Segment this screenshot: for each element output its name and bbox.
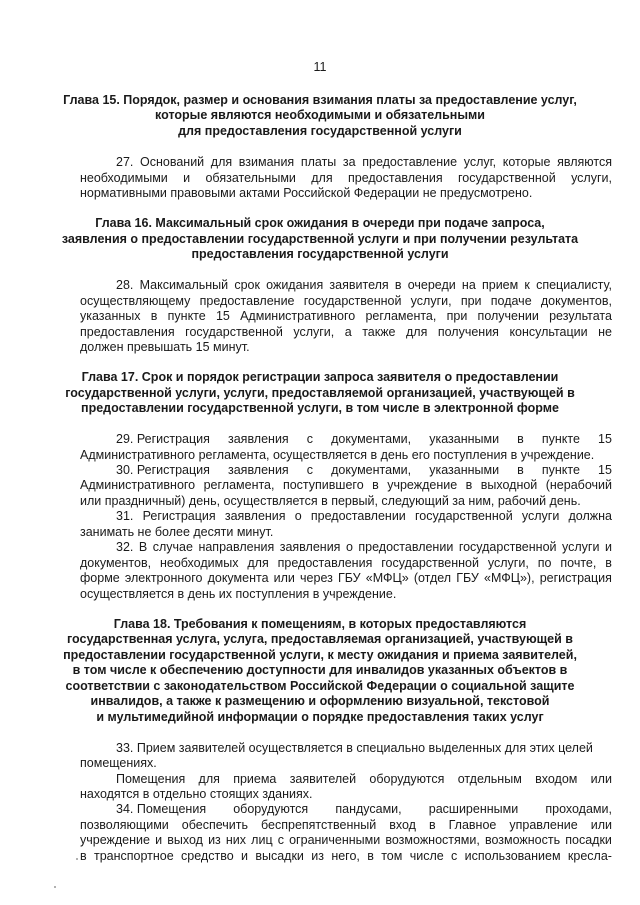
word: пункте — [541, 463, 580, 477]
word: для — [247, 556, 269, 570]
word: результата — [549, 309, 612, 323]
chapter-18-heading-line-5: соответствии с законодательством Российской Федерации о социальной защите — [65, 679, 575, 693]
word: в — [80, 849, 87, 863]
scan-speck — [54, 886, 56, 888]
word: указанными — [429, 432, 500, 446]
word: входом — [535, 772, 578, 786]
word: государственной — [414, 509, 513, 523]
word: Оснований — [140, 155, 205, 169]
word: «МФЦ»), — [484, 571, 535, 585]
word: и — [155, 833, 163, 847]
word: ГБУ — [456, 571, 479, 585]
paragraph-33-line-2: помещениях. — [80, 756, 157, 770]
word: Помещения — [116, 772, 186, 786]
word: оборудуются — [233, 802, 309, 816]
word: из — [311, 849, 324, 863]
word: за — [342, 155, 356, 169]
word: 15 — [598, 463, 612, 477]
word: услуг, — [463, 155, 497, 169]
chapter-18-heading-line-6: инвалидов, а также к размещению и оформлению визуальной, текстовой — [90, 694, 550, 708]
word: при — [446, 309, 468, 323]
word: беспрепятственный — [261, 818, 377, 832]
word: не — [598, 325, 612, 339]
word: осуществляющему — [80, 294, 191, 308]
paragraph-28-line-1 — [116, 278, 612, 293]
word: регламента, — [203, 478, 275, 492]
paragraph-32-line-3 — [80, 571, 612, 586]
paragraph-27-line-1 — [116, 155, 612, 170]
paragraph-33-line-4: находятся в отдельно стоящих зданиях. — [80, 787, 313, 801]
paragraph-27-line-2 — [80, 171, 612, 186]
word: для — [406, 325, 428, 339]
word: учреждение — [80, 833, 150, 847]
word: по — [537, 556, 552, 570]
paragraph-30-line-3: или праздничный) день, осуществляется в первый, следующий за ним, рабочий день. — [80, 494, 581, 508]
word: государственной — [303, 294, 402, 308]
word: документами, — [331, 463, 412, 477]
word: регламента, — [365, 309, 437, 323]
page-number: 11 — [313, 60, 327, 74]
paragraph-31-line-2: занимать не более десяти минут. — [80, 525, 274, 539]
scan-speck — [76, 858, 78, 860]
word: 31. — [116, 509, 134, 523]
chapter-17-heading-line-1: Глава 17. Срок и порядок регистрации запроса заявителя о предоставлении — [81, 370, 559, 384]
word: «МФЦ» — [365, 571, 409, 585]
word: выход — [167, 833, 203, 847]
chapter-15-heading-line-1: Глава 15. Порядок, размер и основания взимания платы за предоставление услуг, — [63, 93, 577, 107]
word: для — [210, 155, 233, 169]
paragraph-33-line-1: 33. Прием заявителей осуществляется в специально выделенных для этих целей — [116, 741, 593, 755]
chapter-18-heading-line-2: государственная услуга, услуга, предоставляемая организацией, участвующей в — [67, 632, 573, 646]
paragraph-28-line-5: должен превышать 15 минут. — [80, 340, 250, 354]
word: которые — [502, 155, 551, 169]
word: управление — [509, 818, 578, 832]
word: услуги, — [487, 556, 529, 570]
word: предоставлении — [358, 540, 454, 554]
word: него, — [331, 849, 360, 863]
word: указанными — [429, 463, 500, 477]
word: государственной — [381, 556, 479, 570]
word: на — [461, 278, 476, 292]
word: в — [372, 478, 379, 492]
word: из — [208, 833, 221, 847]
paragraph-32-line-2 — [80, 556, 612, 571]
word: вход — [389, 818, 416, 832]
chapter-17-heading-line-2: государственной услуги, услуги, предоставляемой организацией, участвующей в — [65, 386, 575, 400]
paragraph-32-line-1 — [116, 540, 612, 555]
word: 29. Регистрация — [116, 432, 210, 446]
word: очереди — [407, 278, 456, 292]
word: (нерабочий — [545, 478, 612, 492]
word: направления — [198, 540, 275, 554]
paragraph-30-line-1 — [116, 463, 612, 478]
word: 15 — [598, 432, 612, 446]
word: с — [306, 432, 314, 446]
word: Административного — [80, 478, 196, 492]
word: с — [451, 849, 458, 863]
word: использованием — [464, 849, 561, 863]
word: пункте — [541, 432, 580, 446]
paragraph-34-line-3 — [80, 833, 612, 848]
word: в — [605, 556, 612, 570]
word: документов, — [540, 294, 612, 308]
word: заявления — [228, 463, 289, 477]
word: платы — [300, 155, 337, 169]
word: или — [590, 818, 612, 832]
word: 27. — [116, 155, 134, 169]
word: возможностями, — [385, 833, 480, 847]
word: заявителей — [289, 772, 357, 786]
paragraph-29-line-2: Административного регламента, осуществляется в день его поступления в учреждение. — [80, 448, 595, 462]
word: предоставление — [362, 155, 458, 169]
word: Главное — [448, 818, 497, 832]
chapter-15-heading-line-3: для предоставления государственной услуги — [178, 124, 462, 138]
word: 28. — [116, 278, 134, 292]
word: случае — [152, 540, 193, 554]
word: в — [428, 818, 436, 832]
word: услуги — [521, 509, 560, 523]
word: взимания — [238, 155, 295, 169]
word: указанных — [80, 309, 141, 323]
word: услуги — [562, 540, 600, 554]
chapter-17-heading-line-3: предоставлении государственной услуги, в том числе в электронной форме — [81, 401, 559, 415]
word: государственной — [458, 171, 556, 185]
word: ГБУ — [338, 571, 361, 585]
word: и — [183, 171, 191, 185]
word: ограниченными — [289, 833, 381, 847]
word: необходимыми — [80, 171, 168, 185]
paragraph-32-line-4: осуществляется в день их поступления в учреждение. — [80, 587, 397, 601]
word: них — [225, 833, 247, 847]
word: числе — [409, 849, 444, 863]
paragraph-28-line-2 — [80, 294, 612, 309]
chapter-15-heading-line-2: которые являются необходимыми и обязательными — [155, 108, 485, 122]
word: обязательными — [205, 171, 296, 185]
paragraph-29-line-1 — [116, 432, 612, 447]
word: возможность — [484, 833, 561, 847]
word: ожидания — [266, 278, 324, 292]
word: документов, — [80, 556, 152, 570]
word: а — [344, 325, 352, 339]
word: к — [524, 278, 530, 292]
word: при — [460, 294, 482, 308]
word: и — [241, 849, 248, 863]
word: 32. — [116, 540, 134, 554]
word: предоставления — [277, 556, 373, 570]
word: 34. Помещения — [116, 802, 207, 816]
word: позволяющими — [80, 818, 169, 832]
word: государственной — [185, 325, 283, 339]
word: в — [517, 463, 524, 477]
word: с — [306, 463, 314, 477]
word: или — [273, 571, 295, 585]
word: высадки — [255, 849, 304, 863]
word: в — [465, 478, 473, 492]
word: получения — [437, 325, 499, 339]
word: консультации — [509, 325, 588, 339]
word: заявления — [279, 540, 341, 554]
word: расширенными — [428, 802, 519, 816]
chapter-18-heading-line-3: предоставлении государственной услуги, к месту ожидания и приема заявителей, — [63, 648, 577, 662]
word: 30. Регистрация — [116, 463, 210, 477]
chapter-18-heading-line-1: Глава 18. Требования к помещениям, в которых предоставляются — [113, 617, 527, 631]
word: услуги, — [293, 325, 335, 339]
word: срок — [234, 278, 260, 292]
word: предоставление — [199, 294, 295, 308]
word: документа — [207, 571, 269, 585]
word: выходной — [480, 478, 538, 492]
word: Регистрация — [142, 509, 216, 523]
word: в — [394, 278, 402, 292]
paragraph-34-line-2 — [80, 818, 612, 833]
word: том — [381, 849, 403, 863]
chapter-18-heading-line-4: в том числе к обеспечению доступности для инвалидов указанных объектов в — [72, 663, 568, 677]
word: пандусами, — [335, 802, 402, 816]
paragraph-28-line-4 — [80, 325, 612, 340]
paragraph-30-line-2 — [80, 478, 612, 493]
word: лиц — [251, 833, 273, 847]
word: должна — [568, 509, 612, 523]
word: в — [150, 309, 158, 323]
word: проходами, — [545, 802, 612, 816]
word: в — [517, 432, 524, 446]
word: необходимых — [160, 556, 239, 570]
chapter-16-heading-line-3: предоставления государственной услуги — [191, 247, 449, 261]
word: услуги, — [571, 171, 612, 185]
word: предоставления — [347, 171, 443, 185]
word: средство — [181, 849, 234, 863]
word: пункте — [167, 309, 206, 323]
word: услуги, — [410, 294, 452, 308]
word: государственной — [458, 540, 557, 554]
word: заявителя — [329, 278, 389, 292]
word: или — [590, 772, 612, 786]
paragraph-34-line-1 — [116, 802, 612, 817]
word: транспортное — [93, 849, 174, 863]
word: получении — [477, 309, 539, 323]
word: учреждение — [387, 478, 458, 492]
paragraph-31-line-1 — [116, 509, 612, 524]
word: кресла- — [567, 849, 612, 863]
word: специалисту, — [536, 278, 612, 292]
paragraph-27-line-3: нормативными правовыми актами Российской Федерации не предусмотрено. — [80, 186, 533, 200]
word: поступившего — [282, 478, 364, 492]
word: Максимальный — [139, 278, 229, 292]
word: посадки — [565, 833, 612, 847]
word: о — [345, 540, 353, 554]
word: электронного — [124, 571, 203, 585]
word: являются — [557, 155, 612, 169]
word: 15 — [215, 309, 230, 323]
word: также — [362, 325, 396, 339]
word: В — [138, 540, 148, 554]
word: подаче — [490, 294, 532, 308]
word: документами, — [331, 432, 412, 446]
word: с — [277, 833, 284, 847]
chapter-16-heading-line-1: Глава 16. Максимальный срок ожидания в очереди при подаче запроса, — [95, 216, 545, 230]
paragraph-33-line-3 — [116, 772, 612, 787]
chapter-18-heading-line-7: и мультимедийной информации о порядке предоставления таких услуг — [96, 710, 544, 724]
word: заявления — [228, 432, 289, 446]
word: предоставлении — [310, 509, 406, 523]
word: для — [311, 171, 333, 185]
word: регистрация — [539, 571, 612, 585]
word: приема — [233, 772, 277, 786]
word: оборудуются — [369, 772, 445, 786]
word: Административного — [240, 309, 356, 323]
word: (отдел — [413, 571, 452, 585]
word: в — [367, 849, 374, 863]
word: форме — [80, 571, 120, 585]
word: о — [294, 509, 302, 523]
paragraph-34-line-4 — [80, 849, 612, 864]
paragraph-28-line-3 — [80, 309, 612, 324]
word: заявления — [224, 509, 286, 523]
word: почте, — [560, 556, 597, 570]
word: и — [604, 540, 612, 554]
chapter-16-heading-line-2: заявления о предоставлении государственной услуги и при получении результата — [61, 232, 579, 246]
word: обеспечить — [181, 818, 248, 832]
word: отдельным — [457, 772, 522, 786]
word: для — [198, 772, 220, 786]
word: предоставления — [80, 325, 175, 339]
word: через — [300, 571, 333, 585]
word: прием — [481, 278, 519, 292]
